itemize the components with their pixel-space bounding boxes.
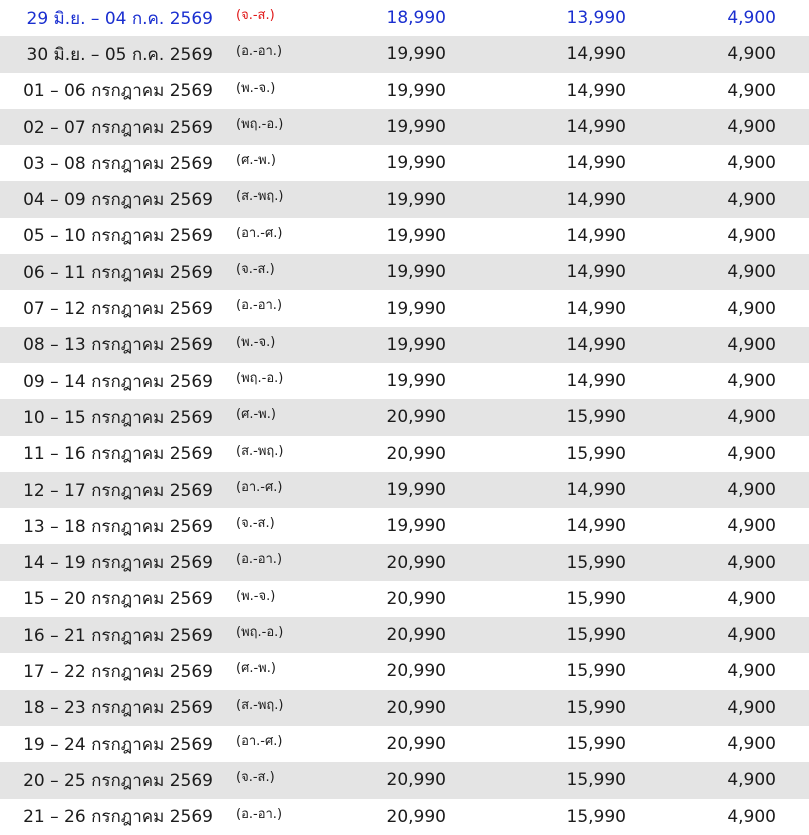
price-col-2: 15,990	[446, 544, 626, 580]
travel-date-cell	[0, 399, 236, 435]
travel-date-cell	[0, 472, 236, 508]
price-col-1: 20,990	[386, 443, 446, 464]
table-row	[0, 581, 809, 617]
row-padding	[776, 399, 809, 435]
price-col-1: 19,990	[326, 472, 446, 508]
price-col-1: 20,990	[326, 399, 446, 435]
price-col-2: 14,990	[446, 254, 626, 290]
day-range: (อ.-อา.)	[236, 544, 326, 580]
price-col-1: 20,990	[386, 806, 446, 827]
price-col-1: 20,990	[326, 762, 446, 798]
travel-date-cell	[0, 617, 236, 653]
table-row	[0, 73, 809, 109]
day-range: (จ.-ส.)	[236, 516, 275, 532]
price-col-2: 15,990	[566, 661, 626, 682]
travel-date-cell	[0, 254, 236, 290]
price-col-3: 4,900	[626, 544, 776, 580]
travel-date-cell	[0, 544, 236, 580]
price-col-1: 20,990	[326, 617, 446, 653]
row-padding	[776, 799, 809, 835]
price-col-3: 4,900	[626, 254, 776, 290]
price-col-3: 4,900	[727, 516, 776, 537]
travel-date: 20 – 25 กรกฎาคม 2569	[23, 770, 213, 791]
table-row	[0, 726, 809, 762]
price-col-1: 20,990	[326, 544, 446, 580]
row-padding	[776, 544, 809, 580]
price-col-3: 4,900	[626, 399, 776, 435]
travel-date: 12 – 17 กรกฎาคม 2569	[23, 480, 213, 501]
travel-date-cell	[0, 436, 236, 472]
price-col-2: 15,990	[446, 399, 626, 435]
travel-date-cell	[0, 363, 236, 399]
row-padding	[776, 436, 809, 472]
table-row	[0, 690, 809, 726]
travel-date: 04 – 09 กรกฎาคม 2569	[23, 190, 213, 211]
travel-date: 10 – 15 กรกฎาคม 2569	[23, 407, 213, 428]
travel-date-cell	[0, 218, 236, 254]
travel-date: 11 – 16 กรกฎาคม 2569	[23, 444, 213, 465]
travel-date-cell	[0, 327, 236, 363]
row-padding	[776, 145, 809, 181]
day-range: (พฤ.-อ.)	[236, 370, 284, 386]
price-col-1: 19,990	[326, 254, 446, 290]
day-range: (พ.-จ.)	[236, 80, 276, 96]
travel-date: 16 – 21 กรกฎาคม 2569	[23, 625, 213, 646]
travel-date: 29 มิ.ย. – 04 ก.ค. 2569	[26, 8, 213, 29]
price-col-1: 19,990	[326, 181, 446, 217]
price-col-1: 19,990	[386, 225, 446, 246]
price-col-1: 19,990	[386, 153, 446, 174]
travel-date-cell	[0, 799, 236, 835]
table-row	[0, 436, 809, 472]
price-col-2: 14,990	[566, 516, 626, 537]
row-padding	[776, 36, 809, 72]
row-padding	[776, 254, 809, 290]
table-row	[0, 799, 809, 835]
table-row	[0, 181, 809, 217]
price-col-2: 15,990	[566, 588, 626, 609]
table-row	[0, 36, 809, 72]
price-col-1: 20,990	[386, 734, 446, 755]
travel-date: 05 – 10 กรกฎาคม 2569	[23, 226, 213, 247]
row-padding	[776, 508, 809, 544]
price-col-3: 4,900	[626, 109, 776, 145]
price-col-1: 20,990	[386, 588, 446, 609]
travel-date: 06 – 11 กรกฎาคม 2569	[23, 262, 213, 283]
table-row	[0, 290, 809, 326]
travel-date: 09 – 14 กรกฎาคม 2569	[23, 371, 213, 392]
travel-date: 07 – 12 กรกฎาคม 2569	[23, 299, 213, 320]
row-padding	[776, 762, 809, 798]
travel-date: 03 – 08 กรกฎาคม 2569	[23, 153, 213, 174]
price-col-1: 19,990	[386, 80, 446, 101]
travel-date-cell	[0, 109, 236, 145]
price-col-2: 15,990	[566, 734, 626, 755]
price-col-2: 13,990	[566, 8, 626, 29]
travel-date: 30 มิ.ย. – 05 ก.ค. 2569	[26, 44, 213, 65]
row-padding	[776, 73, 809, 109]
travel-date-cell	[0, 145, 236, 181]
price-col-2: 14,990	[566, 371, 626, 392]
travel-date-cell	[0, 73, 236, 109]
day-range: (อ.-อา.)	[236, 36, 326, 72]
price-col-2: 15,990	[566, 443, 626, 464]
price-col-2: 14,990	[446, 327, 626, 363]
travel-date: 14 – 19 กรกฎาคม 2569	[23, 553, 213, 574]
price-col-3: 4,900	[727, 371, 776, 392]
price-col-3: 4,900	[727, 8, 776, 29]
table-row	[0, 544, 809, 580]
travel-date: 15 – 20 กรกฎาคม 2569	[23, 589, 213, 610]
day-range: (พ.-จ.)	[236, 588, 276, 604]
price-col-1: 20,990	[386, 661, 446, 682]
day-range: (พ.-จ.)	[236, 327, 326, 363]
day-range: (จ.-ส.)	[236, 8, 275, 23]
travel-date: 02 – 07 กรกฎาคม 2569	[23, 117, 213, 138]
price-col-1: 19,990	[326, 109, 446, 145]
price-col-2: 15,990	[446, 690, 626, 726]
price-col-2: 15,990	[566, 806, 626, 827]
day-range: (ส.-พฤ.)	[236, 443, 284, 459]
row-padding	[776, 109, 809, 145]
price-col-1: 20,990	[326, 690, 446, 726]
travel-date-cell	[0, 508, 236, 544]
price-col-2: 14,990	[446, 472, 626, 508]
row-padding	[776, 617, 809, 653]
travel-date: 08 – 13 กรกฎาคม 2569	[23, 335, 213, 356]
table-row	[0, 363, 809, 399]
price-col-1: 18,990	[386, 8, 446, 29]
price-col-2: 14,990	[566, 153, 626, 174]
price-col-1: 19,990	[386, 371, 446, 392]
day-range: (อ.-อา.)	[236, 806, 283, 822]
day-range: (อ.-อา.)	[236, 298, 283, 314]
table-row	[0, 508, 809, 544]
price-col-3: 4,900	[727, 734, 776, 755]
row-padding	[776, 181, 809, 217]
travel-date-cell	[0, 690, 236, 726]
table-row	[0, 653, 809, 689]
table-row	[0, 762, 809, 798]
row-padding	[776, 290, 809, 326]
table-row	[0, 109, 809, 145]
price-col-3: 4,900	[727, 80, 776, 101]
travel-date-cell	[0, 181, 236, 217]
travel-date: 01 – 06 กรกฎาคม 2569	[23, 81, 213, 102]
price-col-2: 14,990	[566, 225, 626, 246]
travel-date-cell	[0, 726, 236, 762]
price-col-3: 4,900	[626, 690, 776, 726]
price-col-2: 14,990	[566, 298, 626, 319]
travel-date: 18 – 23 กรกฎาคม 2569	[23, 698, 213, 719]
day-range: (จ.-ส.)	[236, 254, 326, 290]
day-range: (อา.-ศ.)	[236, 472, 326, 508]
travel-date-cell	[0, 0, 236, 36]
price-col-1: 19,990	[326, 36, 446, 72]
table-row	[0, 0, 809, 36]
price-col-1: 19,990	[386, 298, 446, 319]
price-col-3: 4,900	[626, 181, 776, 217]
row-padding	[776, 653, 809, 689]
row-padding	[776, 363, 809, 399]
price-col-2: 15,990	[446, 762, 626, 798]
price-col-2: 14,990	[446, 36, 626, 72]
travel-date-cell	[0, 581, 236, 617]
row-padding	[776, 690, 809, 726]
price-col-3: 4,900	[626, 327, 776, 363]
table-row	[0, 399, 809, 435]
price-col-1: 19,990	[386, 516, 446, 537]
day-range: (ศ.-พ.)	[236, 153, 276, 169]
travel-date: 21 – 26 กรกฎาคม 2569	[23, 807, 213, 828]
table-row	[0, 472, 809, 508]
row-padding	[776, 581, 809, 617]
row-padding	[776, 472, 809, 508]
price-col-3: 4,900	[727, 661, 776, 682]
price-col-2: 15,990	[446, 617, 626, 653]
price-col-2: 14,990	[446, 181, 626, 217]
price-col-3: 4,900	[626, 617, 776, 653]
table-row	[0, 218, 809, 254]
price-col-3: 4,900	[727, 806, 776, 827]
day-range: (ศ.-พ.)	[236, 399, 326, 435]
day-range: (จ.-ส.)	[236, 762, 326, 798]
travel-date: 13 – 18 กรกฎาคม 2569	[23, 516, 213, 537]
day-range: (อา.-ศ.)	[236, 733, 283, 749]
row-padding	[776, 218, 809, 254]
travel-date: 17 – 22 กรกฎาคม 2569	[23, 661, 213, 682]
row-padding	[776, 726, 809, 762]
price-col-3: 4,900	[626, 472, 776, 508]
day-range: (พฤ.-อ.)	[236, 617, 326, 653]
day-range: (พฤ.-อ.)	[236, 109, 326, 145]
day-range: (ศ.-พ.)	[236, 661, 276, 677]
day-range: (ส.-พฤ.)	[236, 690, 326, 726]
price-col-3: 4,900	[727, 225, 776, 246]
table-row	[0, 327, 809, 363]
table-row	[0, 145, 809, 181]
price-col-3: 4,900	[727, 298, 776, 319]
travel-date-cell	[0, 762, 236, 798]
price-col-3: 4,900	[626, 36, 776, 72]
price-col-2: 14,990	[566, 80, 626, 101]
price-col-3: 4,900	[727, 443, 776, 464]
price-col-3: 4,900	[727, 588, 776, 609]
price-col-3: 4,900	[626, 762, 776, 798]
price-col-2: 14,990	[446, 109, 626, 145]
row-padding	[776, 0, 809, 36]
travel-date-cell	[0, 36, 236, 72]
price-col-3: 4,900	[727, 153, 776, 174]
travel-date-cell	[0, 653, 236, 689]
travel-date-cell	[0, 290, 236, 326]
day-range: (ส.-พฤ.)	[236, 181, 326, 217]
day-range: (อา.-ศ.)	[236, 225, 283, 241]
price-col-1: 19,990	[326, 327, 446, 363]
table-row	[0, 617, 809, 653]
table-row	[0, 254, 809, 290]
row-padding	[776, 327, 809, 363]
travel-date: 19 – 24 กรกฎาคม 2569	[23, 734, 213, 755]
